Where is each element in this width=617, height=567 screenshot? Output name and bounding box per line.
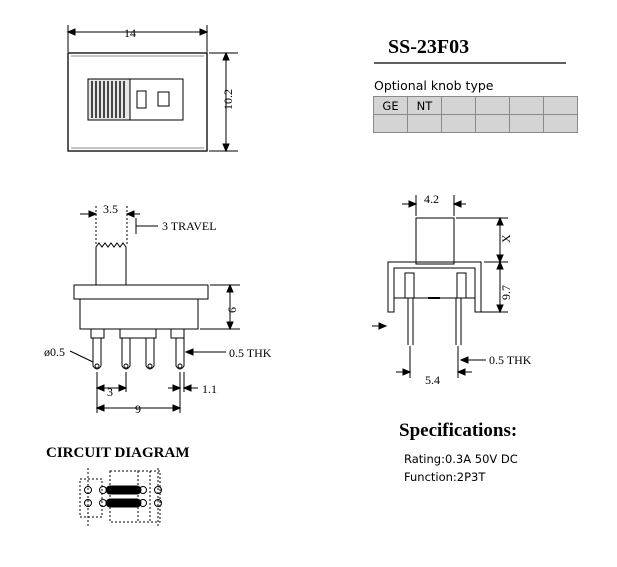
dim-side-travel: 3 TRAVEL <box>162 219 217 233</box>
dim-end-x: X <box>499 234 513 243</box>
spec-function: Function:2P3T <box>404 470 486 484</box>
circuit-diagram-heading: CIRCUIT DIAGRAM <box>46 445 190 461</box>
table-cell: NT <box>408 97 442 115</box>
table-row <box>374 97 578 115</box>
table-row <box>374 115 578 133</box>
table-cell <box>544 97 578 115</box>
end-view <box>372 195 508 378</box>
table-cell <box>510 115 544 133</box>
table-cell <box>442 97 476 115</box>
optional-knob-label: Optional knob type <box>374 78 494 93</box>
dim-end-height: 9.7 <box>499 285 513 300</box>
dim-side-thk: 0.5 THK <box>229 346 272 360</box>
dim-side-span: 9 <box>135 402 141 416</box>
table-cell <box>476 115 510 133</box>
table-cell <box>510 97 544 115</box>
dim-end-knob: 4.2 <box>424 192 439 206</box>
dim-pin-diameter: ø0.5 <box>44 345 65 359</box>
specifications-heading: Specifications: <box>399 420 518 441</box>
dim-top-width: 14 <box>124 26 136 40</box>
table-cell <box>476 97 510 115</box>
dim-end-span: 5.4 <box>425 373 440 387</box>
dim-side-right: 1.1 <box>202 382 217 396</box>
dim-top-height: 10.2 <box>221 89 235 110</box>
table-cell <box>544 115 578 133</box>
spec-rating: Rating:0.3A 50V DC <box>404 452 518 466</box>
dim-end-thk: 0.5 THK <box>489 353 532 367</box>
knob-type-table <box>373 96 578 133</box>
table-cell <box>442 115 476 133</box>
top-view <box>68 25 238 151</box>
table-cell <box>374 115 408 133</box>
dim-side-pitch: 3 <box>107 385 113 399</box>
circuit-diagram <box>80 468 162 528</box>
table-cell: GE <box>374 97 408 115</box>
dim-side-knob: 3.5 <box>103 202 118 216</box>
dim-side-height: 6 <box>225 307 239 313</box>
part-number-title: SS-23F03 <box>388 36 470 58</box>
table-cell <box>408 115 442 133</box>
